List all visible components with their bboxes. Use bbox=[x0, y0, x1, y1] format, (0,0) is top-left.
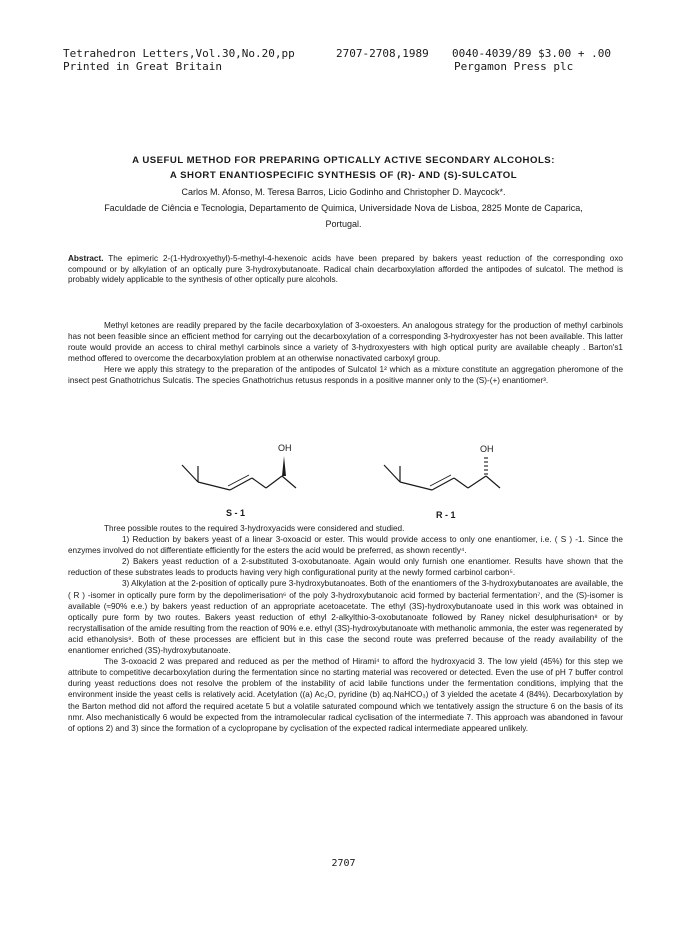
affiliation-line-2: Portugal. bbox=[325, 219, 362, 229]
paper-title-line-1: A USEFUL METHOD FOR PREPARING OPTICALLY ACTIVE SECONDARY ALCOHOLS: bbox=[132, 155, 555, 166]
author-list: Carlos M. Afonso, M. Teresa Barros, Licio Godinho and Christopher D. Maycock*. bbox=[181, 187, 506, 197]
intro-section bbox=[68, 320, 623, 387]
page-number: 2707 bbox=[331, 858, 356, 869]
paragraph-1: Methyl ketones are readily prepared by the facile decarboxylation of 3-oxoesters. An analogous strategy for the production of methyl carbinols has not been feasible since an efficient method for carrying out the decarboxylation of a corresponding 3-hydroxyester has not been available. This latter route would provide an access to chiral methyl carbinols since a variety of 3-hydroxyesters with high optical purity are available cheaply . Barton's1 method offered to overcome the decarboxylation problem at an otherwise nonactivated carboxyl group. bbox=[68, 321, 623, 364]
oh-label-r: OH bbox=[480, 444, 494, 454]
structure-label-s: S - 1 bbox=[226, 508, 246, 518]
paper-title-line-2: A SHORT ENANTIOSPECIFIC SYNTHESIS OF (R)- AND (S)-SULCATOL bbox=[169, 170, 518, 181]
paragraph-4: 1) Reduction by bakers yeast of a linear 3-oxoacid or ester. This would provide access to only one enantiomer, i.e. ( S ) -1. Since the enzymes involved do not differentiate efficiently for the esters the acid would be preferred, as shown recently⁴. bbox=[68, 535, 623, 556]
paragraph-5: 2) Bakers yeast reduction of a 2-substituted 3-oxobutanoate. Again would only furnish one enantiomer. Results have shown that the reduction of these substrates leads to products having very high configurational purity at the newly formed carbinol carbon⁵. bbox=[68, 557, 623, 578]
structure-s-1 bbox=[160, 436, 320, 502]
abstract bbox=[68, 254, 623, 286]
abstract-text: The epimeric 2-(1-Hydroxyethyl)-5-methyl-4-hexenoic acids have been prepared by bakers yeast reduction of the corresponding oxo compound or by alkylation of an optically pure 3-hydroxybutanoate. Radical chain decarboxylation afforded the antipodes of sulcatol. The method is probably widely applicable to the synthesis of other optically pure alcohols. bbox=[68, 254, 623, 285]
publisher-line: Pergamon Press plc bbox=[454, 60, 574, 73]
structure-label-r: R - 1 bbox=[436, 510, 456, 520]
paragraph-2: Here we apply this strategy to the preparation of the antipodes of Sulcatol 1² which as a mixture constitute an aggregation pheromone of the insect pest Gnathotrichus Sulcatis. The species Gnathotrichus retusus responds in a positive manner only to the (S)-(+) enantiomer³. bbox=[68, 365, 623, 386]
paragraph-3: Three possible routes to the required 3-hydroxyacids were considered and studied. bbox=[104, 524, 405, 533]
oh-label-s: OH bbox=[278, 443, 292, 453]
affiliation-line-1: Faculdade de Ciência e Tecnologia, Departamento de Quimica, Universidade Nova de Lisboa, 2825 Monte de Caparica, bbox=[104, 203, 583, 213]
paragraph-6: 3) Alkylation at the 2-position of optically pure 3-hydroxybutanoates. Both of the enantiomers of the 3-hydroxybutanoates are available, the ( R ) -isomer in optically pure form by the depolimerisation⁶ of the poly 3-hydroxybutanoic acid formed by bacterial fermentation⁷, and the (S)-isomer is available (≈90% e.e.) by bakers yeast reduction of an appropriate acetoacetate. The ethyl (3S)-hydroxybutanoate used in this work was obtained in optically pure form by two routes. Bakers yeast reduction of ethyl 2-alkylthio-3-oxobutanoate followed by Raney nickel desulphurisation⁸ or by recrystallisation of the amide resulting from the reaction of 90% e.e. ethyl (3S)-hydroxybutanoate with methanolic ammonia, the ester was regenerated by acid ethanolysis⁹. Both of these processes are efficient but in this case the second route was preferred because of the ready availability of the enantiomer enriched (3S)-hydroxybutanoate. bbox=[68, 579, 623, 656]
routes-section bbox=[68, 523, 623, 734]
structure-r-1 bbox=[368, 436, 528, 502]
journal-line: Tetrahedron Letters,Vol.30,No.20,pp bbox=[63, 47, 295, 60]
paragraph-7: The 3-oxoacid 2 was prepared and reduced as per the method of Hirami⁴ to afford the hydroxyacid 3. The low yield (45%) for this step we attribute to competitive decarboxylation during the fermentation since no starting material was recovered or detected. Even the use of pH 7 buffer control during yeast reductions does not resolve the problem of the instability of acid labile functions under the fermentation conditions, implying that the environment inside the yeast cells is relatively acid. Acetylation ((a) Ac₂O, pyridine (b) aq.NaHCO₃) of 3 yielded the acetate 4 (84%). Decarboxylation by the Barton method did not afford the required acetate 5 but a volatile saturated compound which we tentatively assign the structure 6 on the basis of its nmr. Also mechanistically 6 would be expected from the intramolecular radical cyclisation of the intermediate 7. This approach was abandoned in favour of options 2) and 3) since the formation of a cyclopropane by cyclisation of the expected radical intermediate appeared unlikely. bbox=[68, 657, 623, 733]
abstract-label: Abstract. bbox=[68, 254, 104, 263]
publisher-info bbox=[452, 47, 611, 73]
printed-line: Printed in Great Britain bbox=[63, 60, 222, 73]
issn-line: 0040-4039/89 $3.00 + .00 bbox=[452, 47, 611, 60]
page-range: 2707-2708,1989 bbox=[336, 47, 429, 60]
journal-citation bbox=[63, 47, 295, 73]
